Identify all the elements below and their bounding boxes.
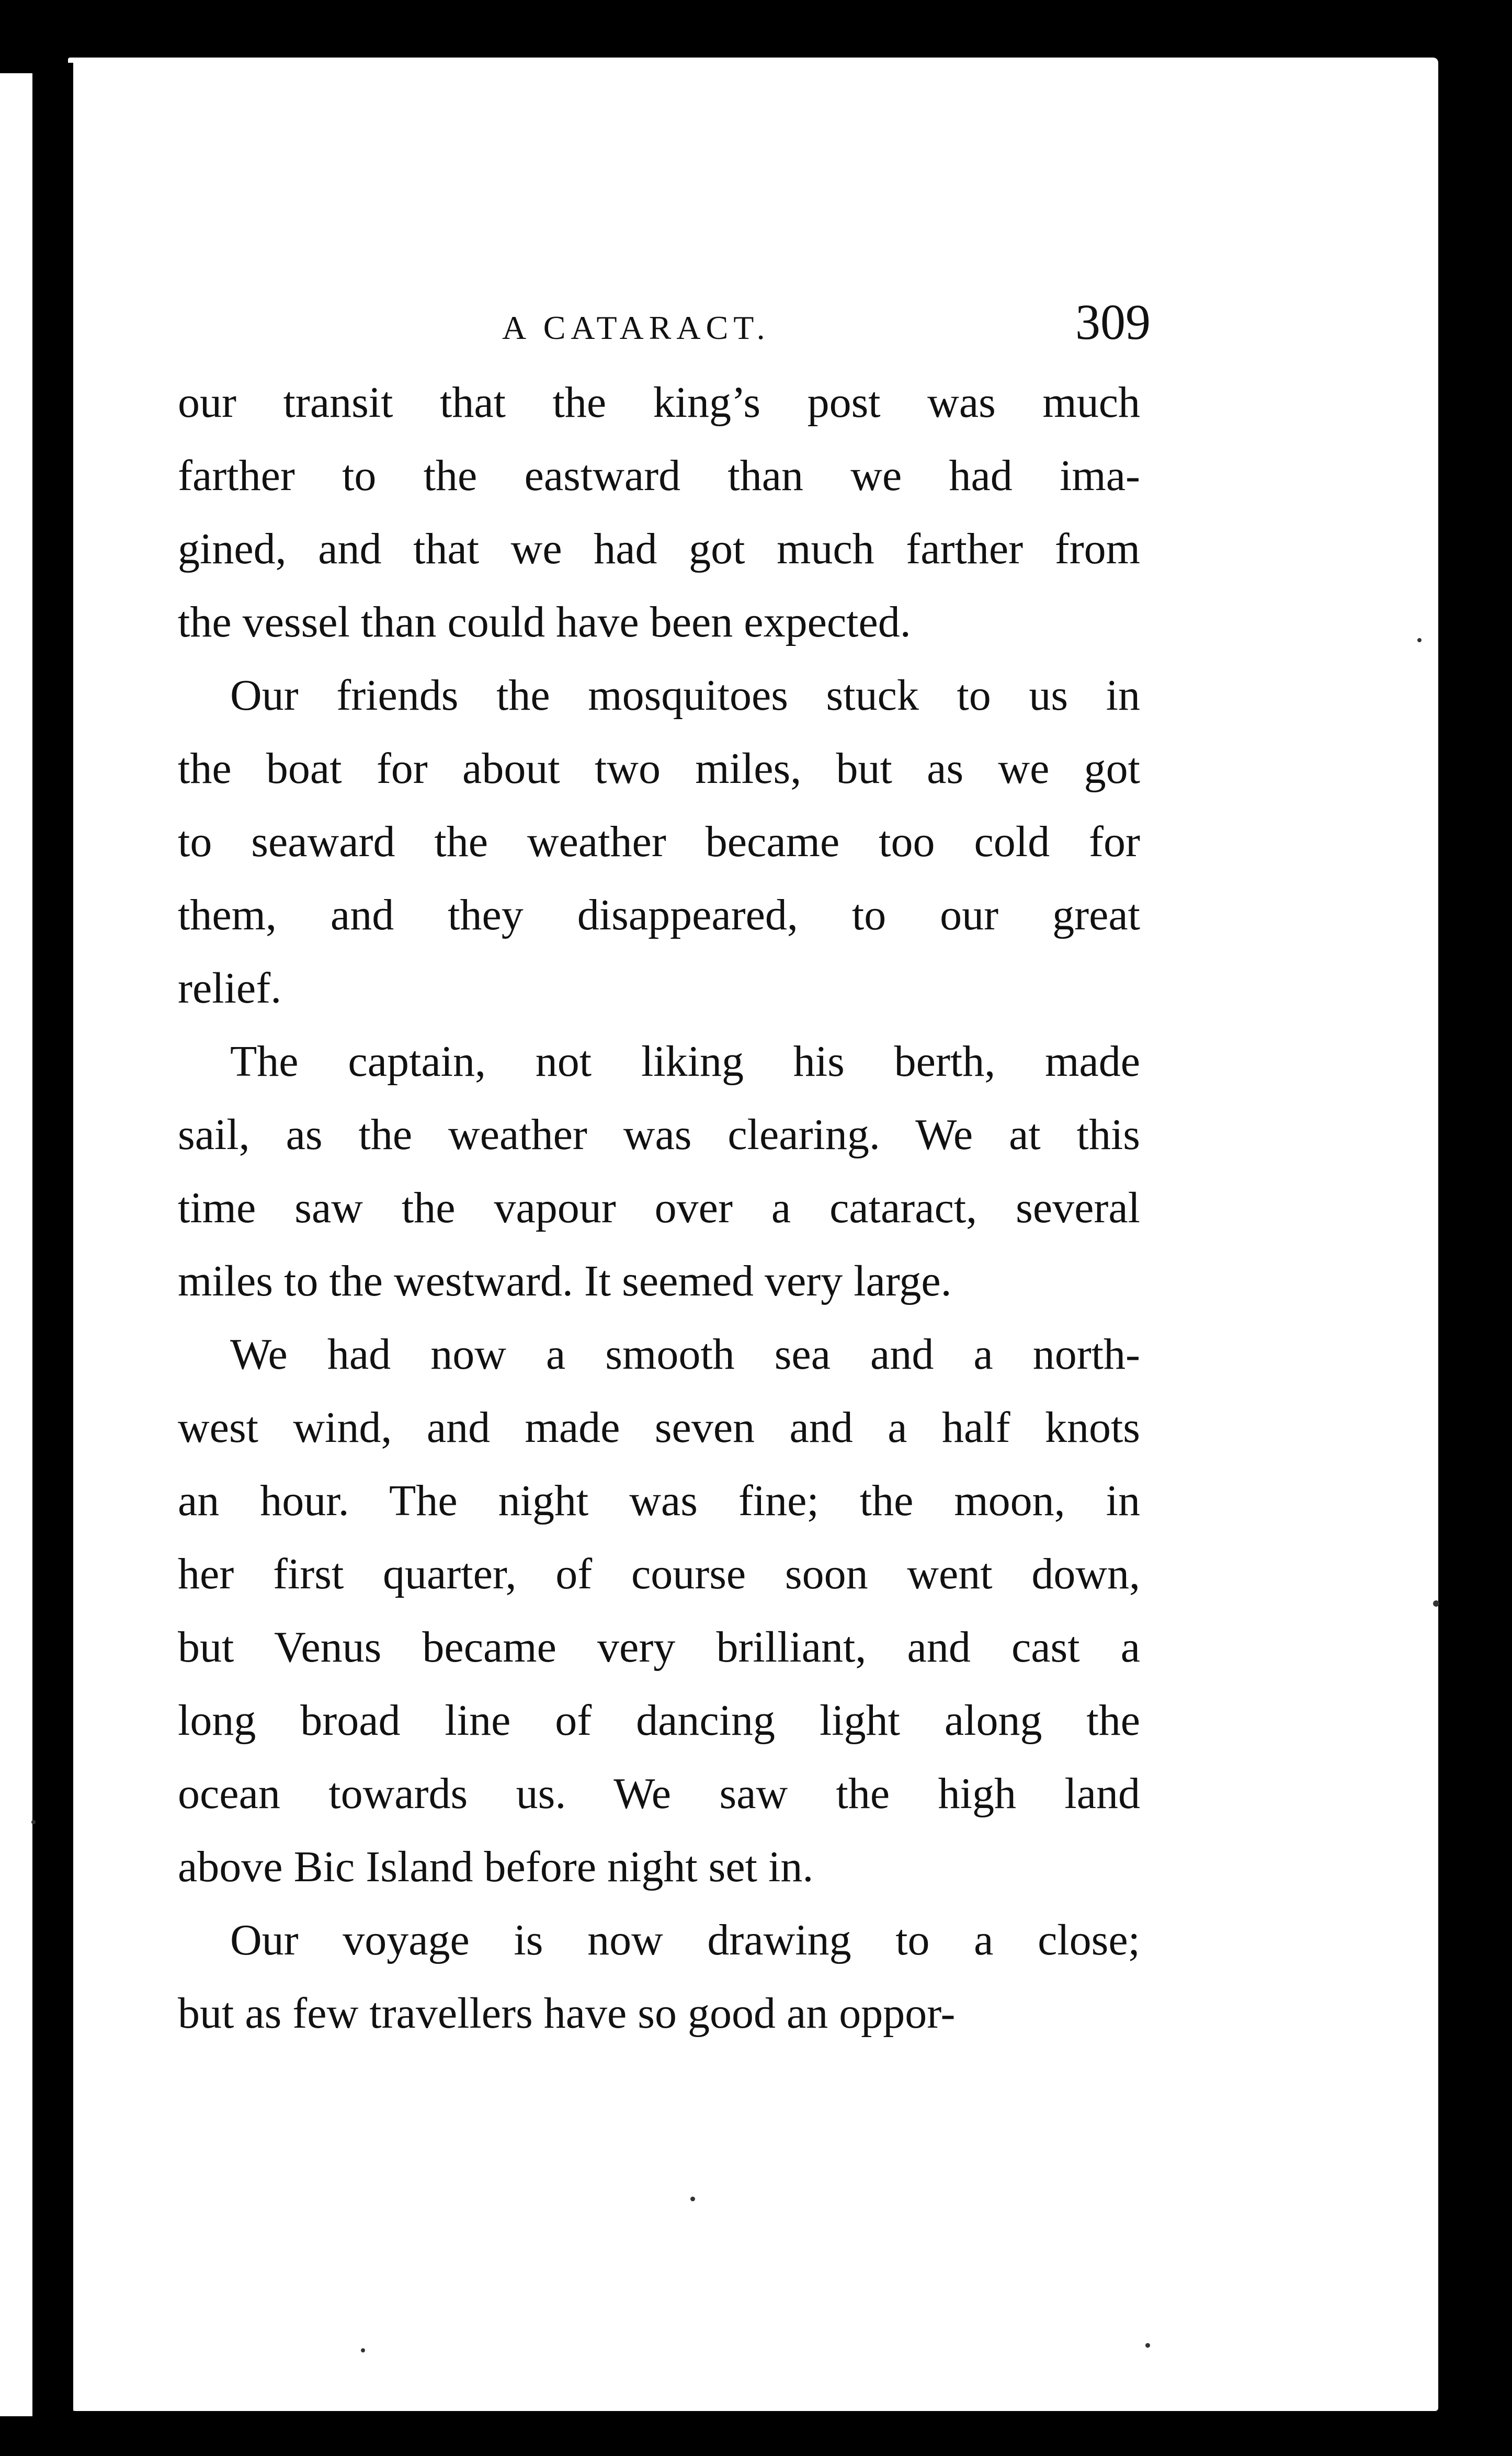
text-line: west wind, and made seven and a half knots (178, 1403, 1140, 1452)
scan-speck (690, 2197, 695, 2201)
scan-speck (1417, 638, 1422, 642)
text-line: them, and they disappeared, to our great (178, 891, 1140, 939)
text-line: time saw the vapour over a cataract, several (178, 1184, 1140, 1232)
text-line: to seaward the weather became too cold for (178, 817, 1140, 866)
text-line: but as few travellers have so good an oppor- (178, 1989, 956, 2038)
scan-speck (1145, 2343, 1150, 2348)
text-line: gined, and that we had got much farther from (178, 525, 1140, 573)
body-text (178, 366, 1140, 2050)
gutter-shadow (52, 63, 73, 2411)
text-line: Our voyage is now drawing to a close; (230, 1916, 1140, 1964)
scan-speck (31, 1820, 36, 1824)
text-line: miles to the westward. It seemed very large. (178, 1257, 952, 1305)
running-head-title: A CATARACT. (502, 309, 770, 346)
scan-speck (361, 2348, 365, 2352)
text-line: ocean towards us. We saw the high land (178, 1769, 1140, 1818)
text-line: We had now a smooth sea and a north- (230, 1330, 1140, 1379)
text-line: long broad line of dancing light along the (178, 1696, 1140, 1745)
page-number: 309 (1075, 294, 1151, 350)
text-line: an hour. The night was fine; the moon, in (178, 1476, 1140, 1525)
text-line: relief. (178, 964, 282, 1013)
previous-leaf-edge (0, 73, 32, 2416)
text-line: but Venus became very brilliant, and cast a (178, 1623, 1140, 1672)
text-line: her first quarter, of course soon went down, (178, 1550, 1140, 1598)
text-line: The captain, not liking his berth, made (230, 1037, 1140, 1086)
scan-speck (1433, 1600, 1439, 1607)
text-line: farther to the eastward than we had ima- (178, 451, 1140, 500)
text-line: Our friends the mosquitoes stuck to us in (230, 671, 1140, 720)
running-head (178, 293, 1151, 356)
text-line: sail, as the weather was clearing. We at this (178, 1110, 1140, 1159)
text-line: the vessel than could have been expected. (178, 598, 911, 646)
text-line: above Bic Island before night set in. (178, 1843, 814, 1891)
text-line: our transit that the king’s post was much (178, 378, 1140, 427)
text-line: the boat for about two miles, but as we got (178, 744, 1140, 793)
